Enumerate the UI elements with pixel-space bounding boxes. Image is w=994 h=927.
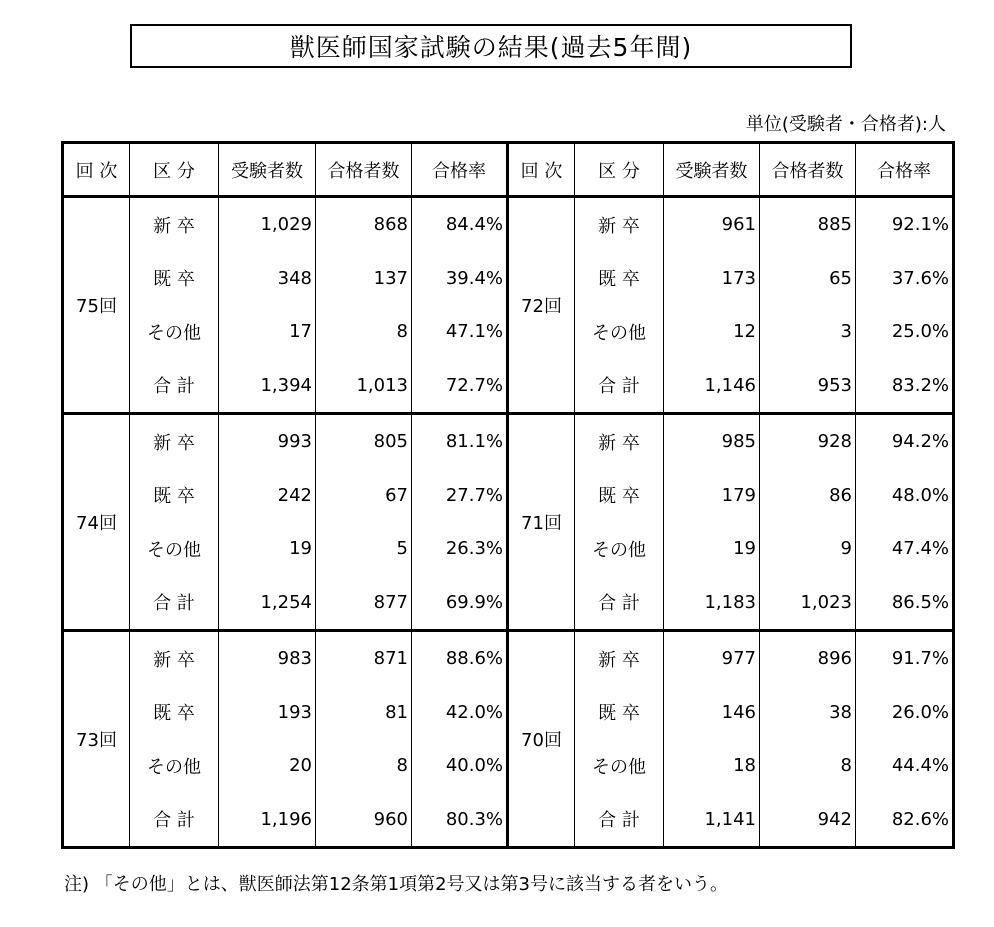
passers-cell: 8 [760, 739, 856, 792]
rate-cell: 92.1% [856, 197, 954, 252]
header-round: 回 次 [508, 143, 575, 197]
category-cell: その他 [575, 305, 664, 358]
category-cell: 合 計 [130, 358, 219, 413]
passers-cell: 65 [760, 252, 856, 305]
category-cell: 既 卒 [130, 685, 219, 738]
header-passers: 合格者数 [316, 143, 412, 197]
passers-cell: 86 [760, 468, 856, 521]
rate-cell: 48.0% [856, 468, 954, 521]
passers-cell: 81 [316, 685, 412, 738]
footnote: 注) 「その他」とは、獣医師法第12条第1項第2号又は第3号に該当する者をいう。 [64, 874, 729, 895]
round-cell: 73回 [63, 630, 130, 847]
category-cell: 既 卒 [575, 685, 664, 738]
header-examinees: 受験者数 [219, 143, 316, 197]
rate-cell: 86.5% [856, 575, 954, 630]
round-cell: 71回 [508, 413, 575, 630]
round-cell: 74回 [63, 413, 130, 630]
category-cell: 新 卒 [575, 630, 664, 685]
category-cell: その他 [130, 522, 219, 575]
rate-cell: 39.4% [412, 252, 508, 305]
passers-cell: 8 [316, 739, 412, 792]
passers-cell: 3 [760, 305, 856, 358]
category-cell: 既 卒 [575, 252, 664, 305]
passers-cell: 8 [316, 305, 412, 358]
examinees-cell: 961 [664, 197, 760, 252]
header-category: 区 分 [130, 143, 219, 197]
table-row [63, 413, 954, 468]
examinees-cell: 12 [664, 305, 760, 358]
category-cell: 新 卒 [130, 630, 219, 685]
page-title: 獣医師国家試験の結果(過去5年間) [130, 24, 852, 68]
examinees-cell: 17 [219, 305, 316, 358]
examinees-cell: 1,141 [664, 792, 760, 847]
header-examinees: 受験者数 [664, 143, 760, 197]
passers-cell: 896 [760, 630, 856, 685]
examinees-cell: 993 [219, 413, 316, 468]
category-cell: 既 卒 [130, 252, 219, 305]
examinees-cell: 348 [219, 252, 316, 305]
rate-cell: 26.3% [412, 522, 508, 575]
examinees-cell: 18 [664, 739, 760, 792]
header-rate: 合格率 [412, 143, 508, 197]
rate-cell: 37.6% [856, 252, 954, 305]
rate-cell: 69.9% [412, 575, 508, 630]
rate-cell: 80.3% [412, 792, 508, 847]
examinees-cell: 1,394 [219, 358, 316, 413]
examinees-cell: 1,029 [219, 197, 316, 252]
rate-cell: 27.7% [412, 468, 508, 521]
examinees-cell: 1,183 [664, 575, 760, 630]
examinees-cell: 985 [664, 413, 760, 468]
passers-cell: 1,013 [316, 358, 412, 413]
category-cell: 合 計 [575, 792, 664, 847]
rate-cell: 72.7% [412, 358, 508, 413]
category-cell: 合 計 [130, 792, 219, 847]
results-table [61, 141, 955, 849]
category-cell: 新 卒 [130, 413, 219, 468]
examinees-cell: 173 [664, 252, 760, 305]
rate-cell: 47.1% [412, 305, 508, 358]
header-round: 回 次 [63, 143, 130, 197]
examinees-cell: 19 [219, 522, 316, 575]
passers-cell: 953 [760, 358, 856, 413]
category-cell: その他 [575, 522, 664, 575]
passers-cell: 960 [316, 792, 412, 847]
passers-cell: 5 [316, 522, 412, 575]
table-body [63, 197, 954, 848]
rate-cell: 94.2% [856, 413, 954, 468]
examinees-cell: 19 [664, 522, 760, 575]
passers-cell: 942 [760, 792, 856, 847]
rate-cell: 40.0% [412, 739, 508, 792]
examinees-cell: 1,146 [664, 358, 760, 413]
passers-cell: 871 [316, 630, 412, 685]
examinees-cell: 1,254 [219, 575, 316, 630]
passers-cell: 1,023 [760, 575, 856, 630]
passers-cell: 137 [316, 252, 412, 305]
rate-cell: 82.6% [856, 792, 954, 847]
examinees-cell: 193 [219, 685, 316, 738]
examinees-cell: 977 [664, 630, 760, 685]
category-cell: 合 計 [130, 575, 219, 630]
round-cell: 70回 [508, 630, 575, 847]
examinees-cell: 20 [219, 739, 316, 792]
category-cell: 既 卒 [130, 468, 219, 521]
category-cell: その他 [130, 305, 219, 358]
header-passers: 合格者数 [760, 143, 856, 197]
rate-cell: 84.4% [412, 197, 508, 252]
rate-cell: 42.0% [412, 685, 508, 738]
rate-cell: 88.6% [412, 630, 508, 685]
passers-cell: 868 [316, 197, 412, 252]
header-row [63, 143, 954, 197]
rate-cell: 26.0% [856, 685, 954, 738]
rate-cell: 25.0% [856, 305, 954, 358]
passers-cell: 885 [760, 197, 856, 252]
examinees-cell: 146 [664, 685, 760, 738]
category-cell: 新 卒 [575, 197, 664, 252]
passers-cell: 38 [760, 685, 856, 738]
category-cell: その他 [130, 739, 219, 792]
examinees-cell: 179 [664, 468, 760, 521]
rate-cell: 83.2% [856, 358, 954, 413]
passers-cell: 9 [760, 522, 856, 575]
category-cell: 新 卒 [130, 197, 219, 252]
rate-cell: 81.1% [412, 413, 508, 468]
round-cell: 75回 [63, 197, 130, 414]
table-row [63, 197, 954, 252]
header-category: 区 分 [575, 143, 664, 197]
header-rate: 合格率 [856, 143, 954, 197]
passers-cell: 67 [316, 468, 412, 521]
category-cell: その他 [575, 739, 664, 792]
category-cell: 合 計 [575, 358, 664, 413]
category-cell: 既 卒 [575, 468, 664, 521]
passers-cell: 805 [316, 413, 412, 468]
rate-cell: 91.7% [856, 630, 954, 685]
category-cell: 新 卒 [575, 413, 664, 468]
passers-cell: 928 [760, 413, 856, 468]
round-cell: 72回 [508, 197, 575, 414]
unit-label: 単位(受験者・合格者):人 [745, 114, 946, 135]
examinees-cell: 1,196 [219, 792, 316, 847]
rate-cell: 44.4% [856, 739, 954, 792]
rate-cell: 47.4% [856, 522, 954, 575]
table-row [63, 630, 954, 685]
passers-cell: 877 [316, 575, 412, 630]
examinees-cell: 983 [219, 630, 316, 685]
category-cell: 合 計 [575, 575, 664, 630]
examinees-cell: 242 [219, 468, 316, 521]
